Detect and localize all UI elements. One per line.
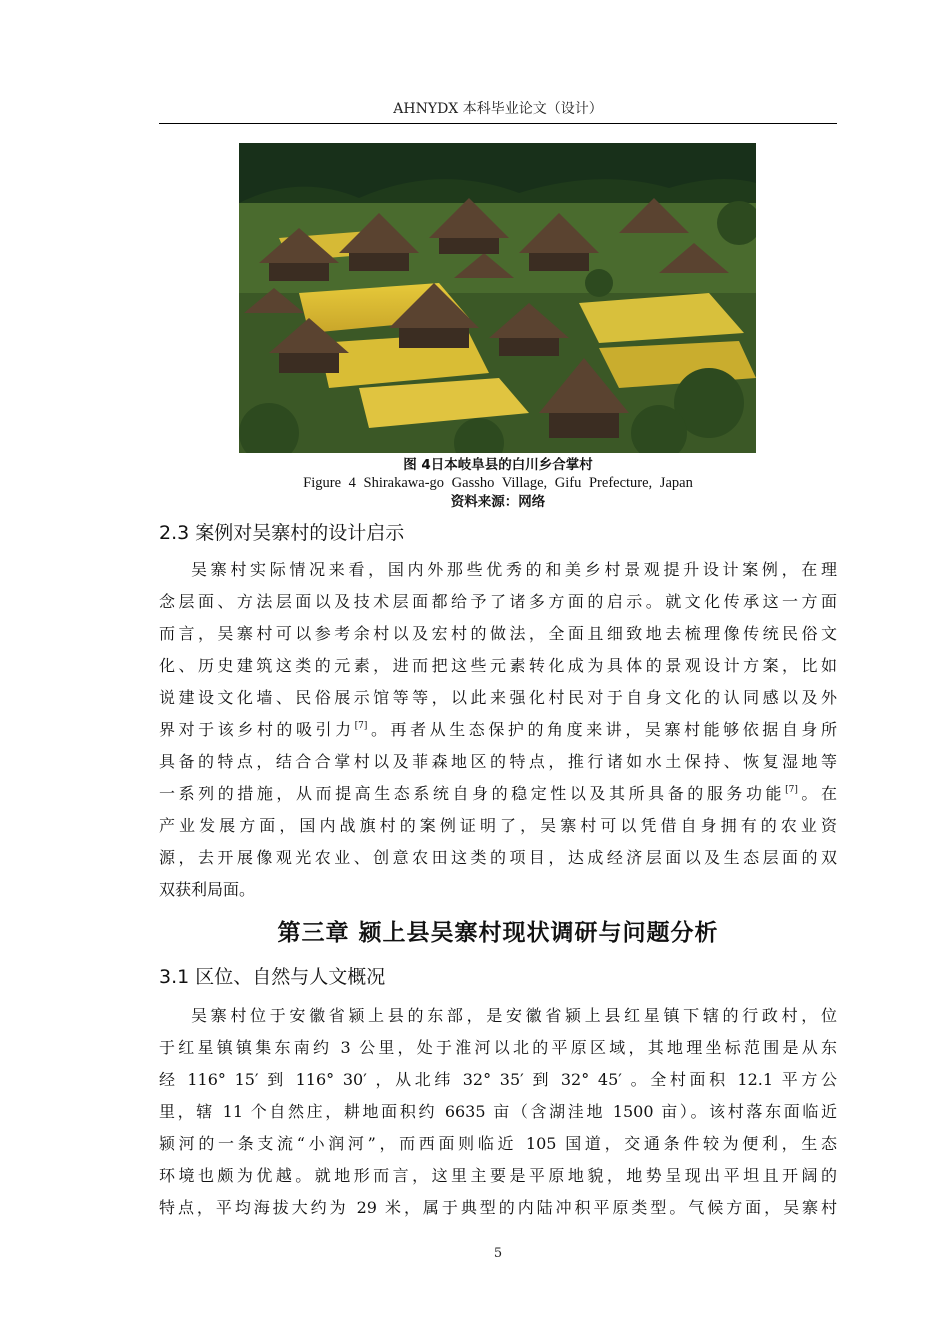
paragraph-line: 环境也颇为优越。就地形而言，这里主要是平原地貌，地势呈现出平坦且开阔的: [159, 1166, 837, 1185]
paragraph-line: 于红星镇镇集东南约 3 公里，处于淮河以北的平原区域，其地理坐标范围是从东: [159, 1038, 837, 1057]
line-text: 。在: [797, 784, 837, 803]
line-text: 界对于该乡村的吸引力: [159, 720, 355, 739]
running-header: AHNYDX 本科毕业论文（设计）: [393, 101, 603, 117]
paragraph-line: [159, 714, 837, 746]
paragraph-line: 而言，吴寨村可以参考余村以及宏村的做法，全面且细致地去梳理像传统民俗文: [159, 624, 837, 643]
section-heading-2-3: 2.3 案例对吴寨村的设计启示: [159, 522, 405, 544]
paragraph-line: [159, 778, 837, 810]
line-text: 一系列的措施，从而提高生态系统自身的稳定性以及其所具备的服务功能: [159, 784, 786, 803]
section-3-1-paragraph: [159, 1000, 837, 1224]
chapter-3-heading: 第三章 颍上县吴寨村现状调研与问题分析: [277, 920, 719, 946]
figure-caption-chinese: 图 4日本岐阜县的白川乡合掌村: [403, 457, 593, 473]
citation-reference[interactable]: [7]: [785, 785, 798, 795]
page-number: 5: [493, 1246, 503, 1261]
paragraph-line: 念层面、方法层面以及技术层面都给予了诸多方面的启示。就文化传承这一方面: [159, 592, 837, 611]
paragraph-line: 化、历史建筑这类的元素，进而把这些元素转化成为具体的景观设计方案，比如: [159, 656, 837, 675]
paragraph-line: 双获利局面。: [159, 880, 256, 899]
paragraph-line: 经 116° 15′ 到 116° 30′ ，从北纬 32° 35′ 到 32° 45′ 。全村面积 12.1 平方公: [159, 1070, 837, 1089]
section-2-3-paragraph: [159, 554, 837, 906]
section-heading-3-1: 3.1 区位、自然与人文概况: [159, 966, 386, 988]
paragraph-line: 颍河的一条支流“小润河”，而西面则临近 105 国道，交通条件较为便利，生态: [159, 1134, 837, 1153]
paragraph-line: 特点，平均海拔大约为 29 米，属于典型的内陆冲积平原类型。气候方面，吴寨村: [159, 1198, 837, 1217]
paragraph-line: 源，去开展像观光农业、创意农田这类的项目，达成经济层面以及生态层面的双: [159, 848, 837, 867]
figure-photo-gassho-village: [239, 143, 756, 453]
paragraph-line: 里，辖 11 个自然庄，耕地面积约 6635 亩（含湖洼地 1500 亩）。该村落东面临近: [159, 1102, 837, 1121]
header-rule: [159, 123, 837, 124]
figure-source: 资料来源：网络: [450, 494, 546, 510]
line-text: 。再者从生态保护的角度来讲，吴寨村能够依据自身所: [367, 720, 837, 739]
paragraph-line: 吴寨村实际情况来看，国内外那些优秀的和美乡村景观提升设计案例，在理: [191, 560, 837, 579]
paragraph-line: 吴寨村位于安徽省颍上县的东部，是安徽省颍上县红星镇下辖的行政村，位: [191, 1006, 837, 1025]
paragraph-line: 说建设文化墙、民俗展示馆等等，以此来强化村民对于自身文化的认同感以及外: [159, 688, 837, 707]
citation-reference[interactable]: [7]: [354, 721, 368, 731]
paragraph-line: 具备的特点，结合合掌村以及菲森地区的特点，推行诸如水土保持、恢复湿地等: [159, 752, 837, 771]
paragraph-line: 产业发展方面，国内战旗村的案例证明了，吴寨村可以凭借自身拥有的农业资: [159, 816, 837, 835]
figure-caption-english: Figure 4 Shirakawa-go Gassho Village, Gifu Prefecture, Japan: [303, 475, 693, 491]
